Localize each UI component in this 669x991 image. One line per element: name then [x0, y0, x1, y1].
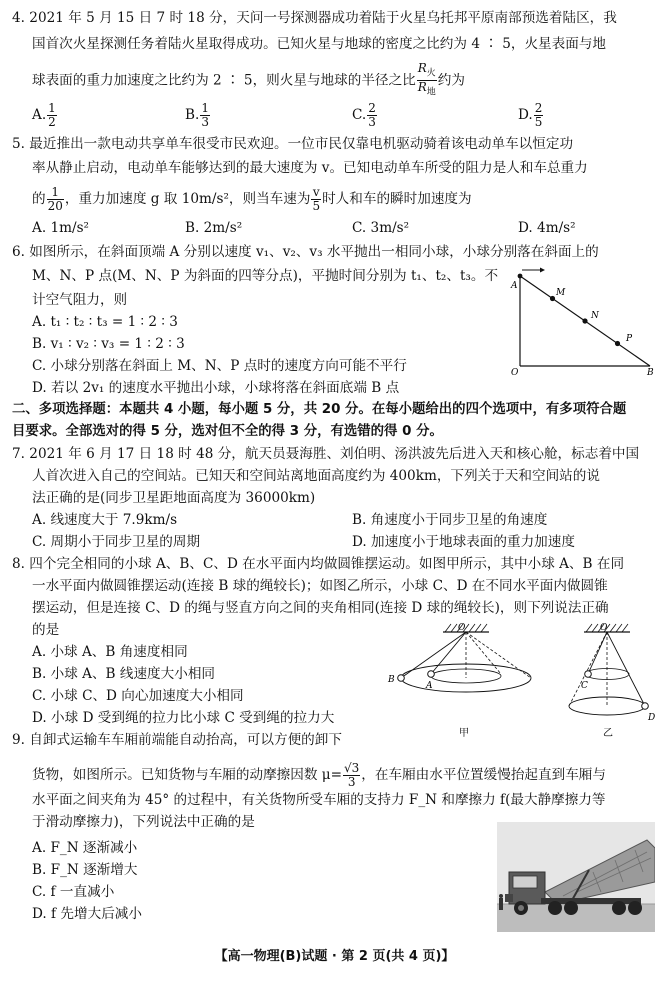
q8-option-c: C. 小球 C、D 向心加速度大小相同 — [32, 688, 244, 704]
label-p: P — [626, 334, 633, 344]
q6-line-2: M、N、P 点(M、N、P 为斜面的四等分点)，平抛时间分别为 t₁、t₂、t₃。不 — [32, 268, 499, 284]
label-ball-a: A — [426, 681, 433, 691]
q6-option-a: A. t₁ ∶ t₂ ∶ t₃ = 1 ∶ 2 ∶ 3 — [32, 314, 178, 330]
q7-option-d: D. 加速度小于地球表面的重力加速度 — [352, 534, 575, 550]
q5-drag-fraction: $\frac{1}{20}$ — [47, 185, 63, 213]
q4-line-3-text: 球表面的重力加速度之比约为 2 ∶ 5，则火星与地球的半径之比 — [32, 72, 416, 89]
q8-line-3: 摆运动，但是连接 C、D 的绳与竖直方向之间的夹角相同(连接 D 球的绳较长)，则下列说法正确 — [32, 600, 609, 616]
point-p-dot — [615, 341, 620, 346]
ball-b — [398, 675, 405, 682]
page-footer: 【高一物理(B)试题 · 第 2 页(共 4 页)】 — [214, 949, 455, 964]
label-m: M — [556, 288, 566, 298]
q9-option-b: B. F_N 逐渐增大 — [32, 862, 138, 878]
q7-option-c: C. 周期小于同步卫星的周期 — [32, 534, 201, 550]
section-2-line-2: 目要求。全部选对的得 5 分，选对但不全的得 3 分，有选错的得 0 分。 — [12, 424, 443, 439]
q9-option-d: D. f 先增大后减小 — [32, 906, 142, 922]
point-a-dot — [518, 274, 523, 279]
caption-yi: 乙 — [603, 728, 613, 739]
q5-line-1: 5. 最近推出一款电动共享单车很受市民欢迎。一位市民仅靠电机驱动骑着该电动单车以恒定功 — [12, 136, 574, 152]
q4-line-1: 4. 2021 年 5 月 15 日 7 时 18 分，天问一号探测器成功着陆于火星乌托邦平原南部预选着陆区，我 — [12, 10, 617, 26]
ball-a — [428, 671, 435, 678]
q5-speed-fraction: $\frac{v}{5}$ — [312, 185, 321, 213]
label-ball-c: C — [581, 681, 588, 691]
q8-option-a: A. 小球 A、B 角速度相同 — [32, 644, 188, 660]
q7-line-2: 人首次进入自己的空间站。已知天和空间站离地面高度约为 400km，下列关于天和空间站的说 — [32, 468, 600, 484]
q7-line-3: 法正确的是(同步卫星距地面高度为 36000km) — [32, 490, 316, 506]
q4-option-c: C. $\frac{2}{3}$ — [352, 101, 376, 129]
q5-line-2: 率从静止启动，电动单车能够达到的最大速度为 v。已知电动单车所受的阻力是人和车总重力 — [32, 160, 588, 176]
q5-option-a: A. 1m/s² — [32, 220, 90, 236]
q9-line-4: 于滑动摩擦力)，下列说法中正确的是 — [32, 814, 255, 830]
point-n-dot — [582, 318, 587, 323]
label-n: N — [591, 311, 599, 321]
q6-line-1: 6. 如图所示，在斜面顶端 A 分别以速度 v₁、v₂、v₃ 水平抛出一相同小球，小球分别落在斜面上的 — [12, 244, 599, 260]
point-m-dot — [550, 296, 555, 301]
label-b: B — [647, 368, 654, 378]
q9-mu-fraction: $\frac{√3}{3}$ — [344, 761, 360, 789]
q8-option-b: B. 小球 A、B 线速度大小相同 — [32, 666, 216, 682]
q7-option-b: B. 角速度小于同步卫星的角速度 — [352, 512, 548, 528]
q4-option-d: D. $\frac{2}{5}$ — [518, 101, 543, 129]
conical-pendulum-figure-yi — [556, 620, 666, 740]
ball-c — [585, 671, 592, 678]
dump-truck-photo — [497, 822, 655, 932]
label-o-jia: O — [458, 623, 466, 633]
q6-option-d: D. 若以 2v₁ 的速度水平抛出小球，小球将落在斜面底端 B 点 — [32, 380, 400, 396]
conical-pendulum-figure-jia — [385, 620, 543, 740]
incline-projectile-figure — [508, 262, 658, 378]
label-ball-d: D — [648, 713, 656, 723]
q9-line-3: 水平面之间夹角为 45° 的过程中，有关货物所受车厢的支持力 F_N 和摩擦力 f(最大静摩擦力等 — [32, 792, 606, 808]
label-o: O — [511, 368, 519, 378]
q5-line-3: 的 $\frac{1}{20}$ ，重力加速度 g 取 10m/s²，则当车速为 $\frac{v}{5}$ 时人和车的瞬时加速度为 — [32, 185, 472, 213]
q8-option-d: D. 小球 D 受到绳的拉力比小球 C 受到绳的拉力大 — [32, 710, 335, 726]
q8-line-2: 一水平面内做圆锥摆运动(连接 B 球的绳较长)；如图乙所示，小球 C、D 在不同水平面内做圆锥 — [32, 578, 608, 594]
q9-option-c: C. f 一直减小 — [32, 884, 115, 900]
q4-ratio-fraction: $\frac{R_火}{R_地}$ — [417, 61, 436, 98]
q5-option-b: B. 2m/s² — [185, 220, 243, 236]
q9-option-a: A. F_N 逐渐减小 — [32, 840, 138, 856]
q4-option-a: A. $\frac{1}{2}$ — [32, 101, 56, 129]
q5-option-c: C. 3m/s² — [352, 220, 410, 236]
label-o-yi: O — [600, 623, 608, 633]
q6-line-3: 计空气阻力，则 — [32, 292, 128, 308]
q4-option-b: B. $\frac{1}{3}$ — [185, 101, 209, 129]
q6-option-b: B. v₁ ∶ v₂ ∶ v₃ = 1 ∶ 2 ∶ 3 — [32, 336, 185, 352]
q6-option-c: C. 小球分别落在斜面上 M、N、P 点时的速度方向可能不平行 — [32, 358, 407, 374]
q8-line-4: 的是 — [32, 622, 60, 638]
q7-line-1: 7. 2021 年 6 月 17 日 18 时 48 分，航天员聂海胜、刘伯明、汤洪波先后进入天和核心舱，标志着中国 — [12, 446, 640, 462]
q5-option-d: D. 4m/s² — [518, 220, 576, 236]
q4-line-3 — [32, 62, 465, 100]
q4-line-3-tail: 约为 — [437, 72, 465, 89]
label-ball-b: B — [388, 675, 395, 685]
q7-option-a: A. 线速度大于 7.9km/s — [32, 512, 178, 528]
q9-line-1: 9. 自卸式运输车车厢前端能自动抬高，可以方便的卸下 — [12, 732, 342, 748]
q8-line-1: 8. 四个完全相同的小球 A、B、C、D 在水平面内均做圆锥摆运动。如图甲所示，其中小球 A、B 在同 — [12, 556, 625, 572]
caption-jia: 甲 — [459, 728, 469, 739]
section-2-line-1: 二、多项选择题：本题共 4 小题，每小题 5 分，共 20 分。在每小题给出的四个选项中，有多项符合题 — [12, 402, 627, 417]
label-a: A — [511, 281, 518, 291]
ball-d — [642, 703, 649, 710]
q9-line-2: 货物，如图所示。已知货物与车厢的动摩擦因数 μ= $\frac{√3}{3}$ ，在车厢由水平位置缓慢抬起直到车厢与 — [32, 761, 606, 789]
q4-line-2: 国首次火星探测任务着陆火星取得成功。已知火星与地球的密度之比约为 4 ∶ 5，火星表面与地 — [32, 36, 607, 52]
